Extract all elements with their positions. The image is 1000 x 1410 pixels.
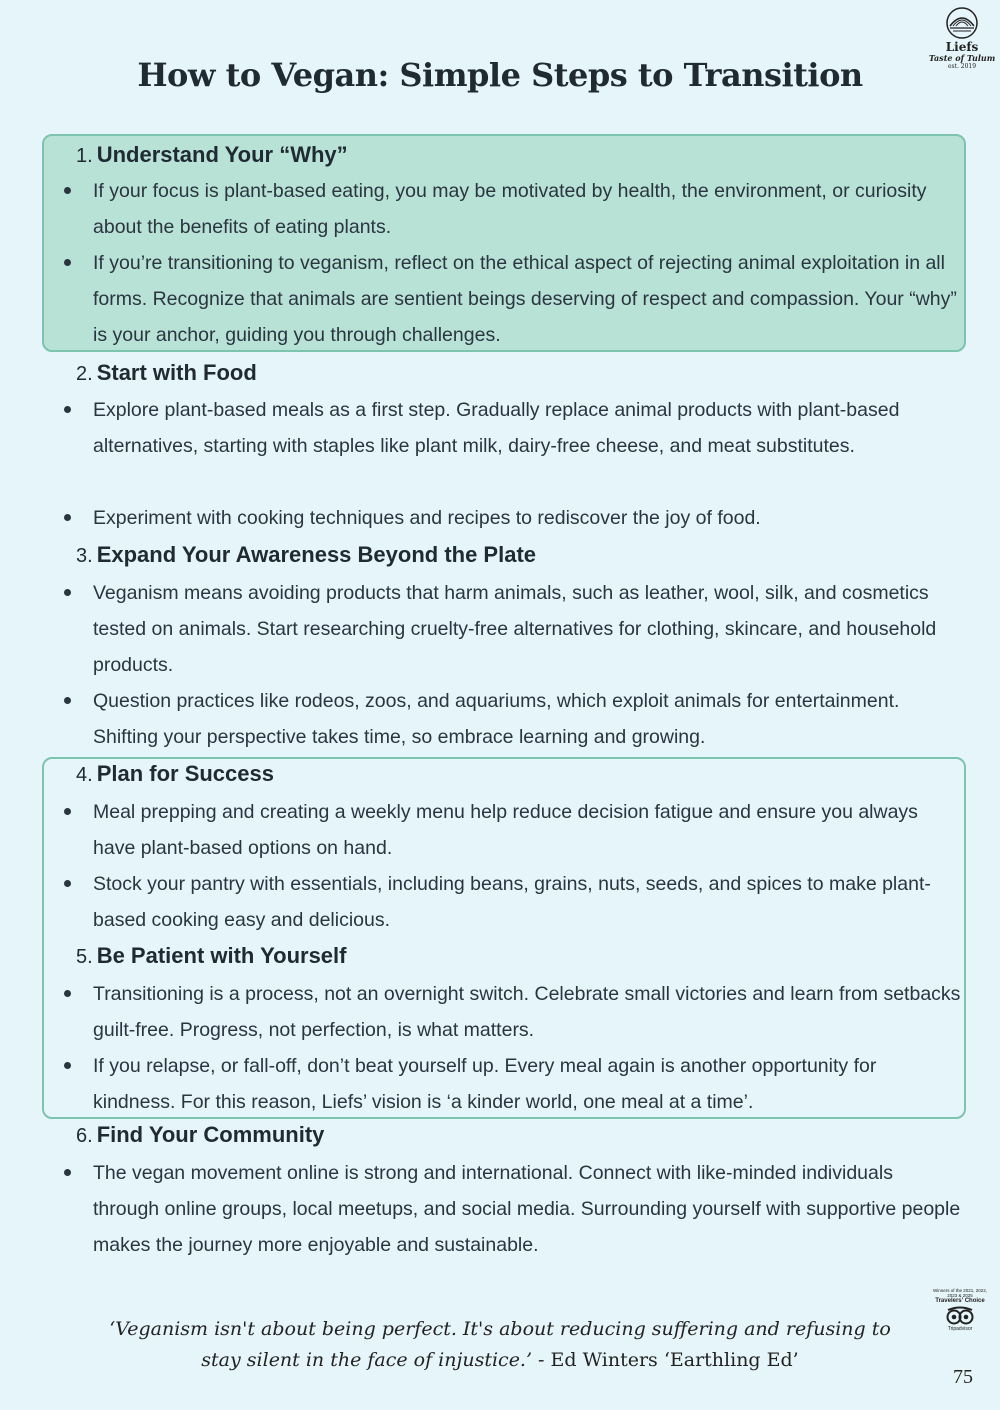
bullet-dot <box>64 697 71 704</box>
section-number: 1. <box>76 145 93 167</box>
section-number: 6. <box>76 1125 93 1147</box>
bullet-item: The vegan movement online is strong and international. Connect with like-minded individuals through online groups, local meetups, and social media. Surrounding yourself with supportive people makes the journey more enjoyable and sustainable. <box>93 1162 961 1256</box>
page-title: How to Vegan: Simple Steps to Transition <box>137 56 863 94</box>
bullet-dot <box>64 990 71 997</box>
section-title: Start with Food <box>96 360 257 385</box>
section-title: Plan for Success <box>96 761 274 786</box>
bullet-dot <box>64 514 71 521</box>
badge-brand: Tripadvisor <box>947 1326 973 1332</box>
bullet-dot <box>64 1169 71 1176</box>
closing-quote <box>90 1314 910 1376</box>
logo-est: est. 2019 <box>947 63 977 70</box>
bullet-item: Veganism means avoiding products that harm animals, such as leather, wool, silk, and cosmetics tested on animals. Start researching cruelty-free alternatives for clothing, skincare, and household products. <box>93 582 937 676</box>
bullet-dot <box>64 589 71 596</box>
section-heading-2 <box>76 360 257 386</box>
bullet-item: If you relapse, or fall-off, don’t beat yourself up. Every meal again is another opportunity for kindness. For this reason, Liefs’ vision is ‘a kinder world, one meal at a time’. <box>93 1055 877 1113</box>
section-title: Expand Your Awareness Beyond the Plate <box>96 542 537 567</box>
tripadvisor-owl-icon <box>945 1306 975 1326</box>
bullet-item: Experiment with cooking techniques and recipes to rediscover the joy of food. <box>93 507 761 529</box>
quote-attribution: - Ed Winters ‘Earthling Ed’ <box>532 1349 799 1371</box>
bullet-dot <box>64 187 71 194</box>
bullet-dot <box>64 406 71 413</box>
bullet-item: If you’re transitioning to veganism, reflect on the ethical aspect of rejecting animal exploitation in all forms. Recognize that animals are sentient beings deserving of respect and compassion. Your “why” is your anchor, guiding you through challenges. <box>93 252 957 346</box>
page-number: 75 <box>953 1366 973 1388</box>
travelers-choice-badge <box>932 1288 988 1354</box>
section-title: Understand Your “Why” <box>96 142 348 167</box>
section-number: 5. <box>76 946 93 968</box>
section-title: Be Patient with Yourself <box>96 943 347 968</box>
bullet-dot <box>64 880 71 887</box>
bullet-dot <box>64 808 71 815</box>
bullet-item: If your focus is plant-based eating, you may be motivated by health, the environment, or curiosity about the benefits of eating plants. <box>93 180 927 238</box>
badge-award-text: Winners of the 2021, 2022, 2023 & 2025 <box>932 1288 988 1298</box>
section-heading-6 <box>76 1122 324 1148</box>
section-heading-1 <box>76 142 348 168</box>
quote-text: ‘Veganism isn't about being perfect. It's about reducing suffering and refusing to stay silent in the face of injustice.’ <box>109 1318 891 1371</box>
bullet-item: Explore plant-based meals as a first step. Gradually replace animal products with plant-based alternatives, starting with staples like plant milk, dairy-free cheese, and meat substitutes. <box>93 399 900 457</box>
section-number: 4. <box>76 764 93 786</box>
liefs-logo <box>926 6 998 102</box>
section-title: Find Your Community <box>96 1122 325 1147</box>
bullet-dot <box>64 1062 71 1069</box>
section-number: 3. <box>76 545 93 567</box>
logo-tagline: Taste of Tulum <box>928 53 996 63</box>
section-heading-5 <box>76 943 346 969</box>
bullet-dot <box>64 259 71 266</box>
badge-title: Travelers' Choice <box>935 1298 985 1304</box>
section-heading-4 <box>76 761 274 787</box>
section-heading-3 <box>76 542 536 568</box>
bullet-item: Meal prepping and creating a weekly menu help reduce decision fatigue and ensure you always have plant-based options on hand. <box>93 801 918 859</box>
bullet-item: Question practices like rodeos, zoos, and aquariums, which exploit animals for entertainment. Shifting your perspective takes time, so embrace learning and growing. <box>93 690 900 748</box>
section-number: 2. <box>76 363 93 385</box>
shell-dome-icon <box>945 6 979 40</box>
bullet-item: Transitioning is a process, not an overnight switch. Celebrate small victories and learn from setbacks guilt-free. Progress, not perfection, is what matters. <box>93 983 961 1041</box>
logo-brand: Liefs <box>945 40 979 54</box>
bullet-item: Stock your pantry with essentials, including beans, grains, nuts, seeds, and spices to make plant-based cooking easy and delicious. <box>93 873 931 931</box>
